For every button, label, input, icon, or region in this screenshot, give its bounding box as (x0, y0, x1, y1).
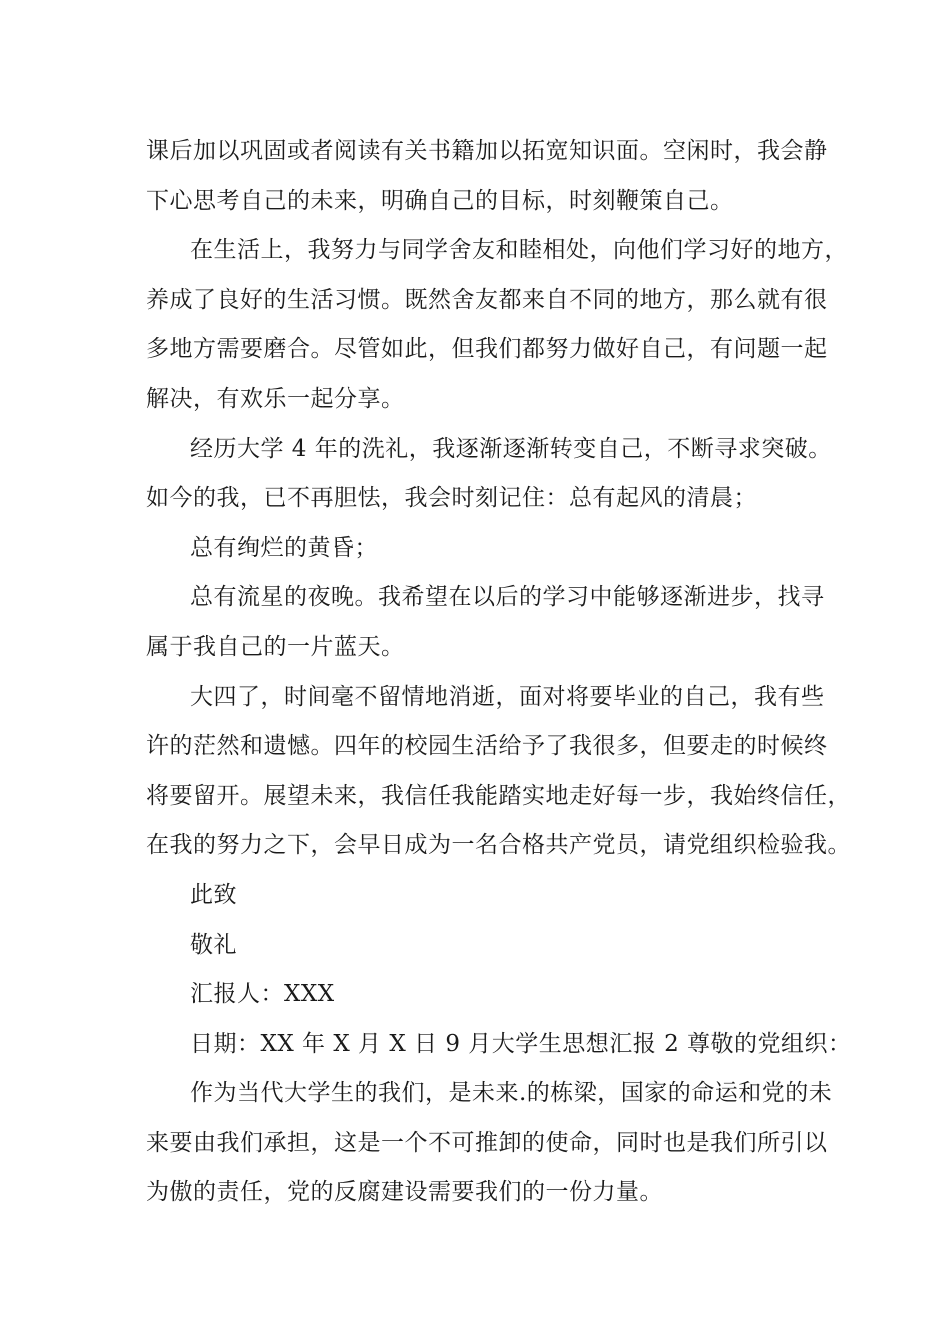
text-line: 经历大学 4 年的洗礼，我逐渐逐渐转变自己，不断寻求突破。 (190, 435, 832, 462)
text-line: 下心思考自己的未来，明确自己的目标，时刻鞭策自己。 (146, 187, 734, 214)
paragraph (146, 425, 836, 524)
paragraph (146, 524, 836, 574)
paragraph (146, 573, 836, 672)
paragraph (146, 970, 836, 1020)
text-line: 在生活上，我努力与同学舍友和睦相处，向他们学习好的地方， (190, 237, 848, 264)
paragraph (146, 673, 851, 871)
text-line: 解决，有欢乐一起分享。 (146, 385, 405, 412)
text-line: 此致 (190, 881, 237, 908)
paragraph (146, 921, 836, 971)
paragraph (146, 1069, 836, 1218)
paragraph (146, 127, 836, 226)
paragraph (146, 871, 836, 921)
text-line: 作为当代大学生的我们，是未来.的栋梁，国家的命运和党的未 (190, 1080, 833, 1107)
text-line: 日期：XX 年 X 月 X 日 9 月大学生思想汇报 2 尊敬的党组织： (190, 1030, 852, 1057)
paragraph (146, 226, 848, 424)
text-line: 大四了，时间毫不留情地消逝，面对将要毕业的自己，我有些 (190, 683, 825, 710)
text-line: 属于我自己的一片蓝天。 (146, 633, 405, 660)
text-line: 总有流星的夜晚。我希望在以后的学习中能够逐渐进步，找寻 (190, 584, 825, 611)
paragraph (146, 1020, 852, 1070)
text-line: 敬礼 (190, 931, 237, 958)
text-line: 在我的努力之下，会早日成为一名合格共产党员，请党组织检验我。 (146, 832, 851, 859)
text-line: 许的茫然和遗憾。四年的校园生活给予了我很多，但要走的时候终 (146, 733, 828, 760)
text-line: 为傲的责任，党的反腐建设需要我们的一份力量。 (146, 1179, 663, 1206)
document-body (146, 127, 852, 1218)
text-line: 如今的我，已不再胆怯，我会时刻记住：总有起风的清晨； (146, 485, 757, 512)
text-line: 总有绚烂的黄昏； (190, 534, 378, 561)
text-line: 多地方需要磨合。尽管如此，但我们都努力做好自己，有问题一起 (146, 336, 828, 363)
text-line: 来要由我们承担，这是一个不可推卸的使命，同时也是我们所引以 (146, 1129, 828, 1156)
text-line: 将要留开。展望未来，我信任我能踏实地走好每一步，我始终信任， (146, 782, 851, 809)
text-line: 养成了良好的生活习惯。既然舍友都来自不同的地方，那么就有很 (146, 286, 828, 313)
text-line: 课后加以巩固或者阅读有关书籍加以拓宽知识面。空闲时，我会静 (146, 138, 828, 164)
text-line: 汇报人：XXX (190, 981, 335, 1008)
